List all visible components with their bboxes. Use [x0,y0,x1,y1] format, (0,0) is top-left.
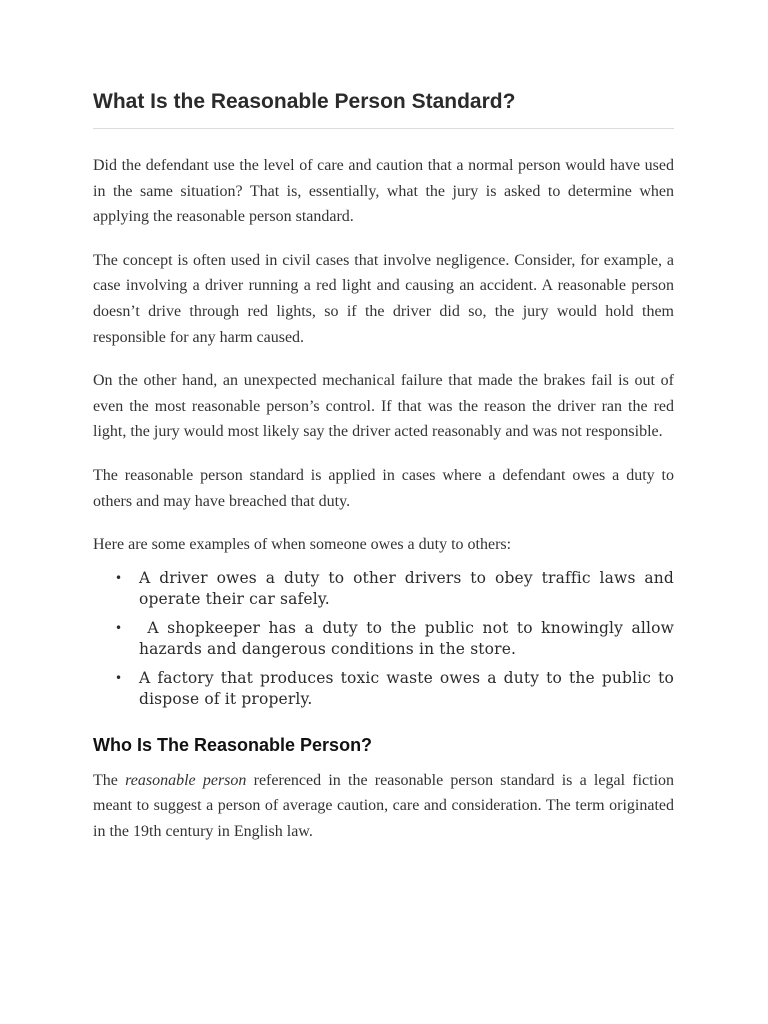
bullet-icon: • [115,570,123,585]
paragraph-mechanical-failure: On the other hand, an unexpected mechanical failure that made the brakes fail is out of even the most reasonable person’s control. If that was the reason the driver ran the red light, the jury would most likely say the driver acted reasonably and was not responsible. [93,372,674,441]
list-item [93,668,674,710]
list-item-text: A shopkeeper has a duty to the public not to knowingly allow hazards and dangerous conditions in the store. [139,618,674,658]
duty-examples-list [93,568,674,710]
paragraph-examples-intro: Here are some examples of when someone owes a duty to others: [93,536,512,554]
definition-term: reasonable person [125,771,247,789]
section-heading: Who Is The Reasonable Person? [93,734,373,755]
paragraph-negligence: The concept is often used in civil cases that involve negligence. Consider, for example, a case involving a driver running a red light and causing an accident. A reasonable person doesn’t drive through red lights, so if the driver did so, the jury would hold them responsible for any harm caused. [93,251,674,346]
bullet-icon: • [115,670,123,685]
definition-rest: referenced in the reasonable person standard is a legal fiction meant to suggest a person of average caution, care and consideration. The term originated in the 19th century in English law. [93,771,675,840]
article-title: What Is the Reasonable Person Standard? [93,86,674,129]
list-item-text: A factory that produces toxic waste owes a duty to the public to dispose of it properly. [139,668,674,708]
paragraph-definition [93,768,674,845]
paragraph-intro: Did the defendant use the level of care and caution that a normal person would have used in the same situation? That is, essentially, what the jury is asked to determine when applying the reasonable person standard. [93,157,674,226]
list-item [93,568,674,610]
paragraph-duty: The reasonable person standard is applied in cases where a defendant owes a duty to others and may have breached that duty. [93,466,674,510]
article [93,86,674,845]
list-item [93,618,674,660]
list-item-text: A driver owes a duty to other drivers to obey traffic laws and operate their car safely. [139,568,674,608]
bullet-icon: • [115,620,123,635]
definition-lead: The [93,771,126,789]
